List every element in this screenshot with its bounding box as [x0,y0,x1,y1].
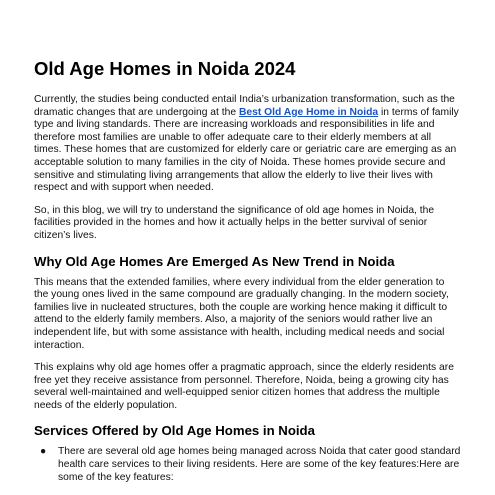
trend-paragraph-1: This means that the extended families, where every individual from the elder generation to the young ones lived in the same compound are gradually changing. In the modern society, families live in nucleated structures, both the couple are working hence making it difficult to attend to the elderly family members. Also, a majority of the seniors would rather live an independent life, but with some assistance with health, including medical needs and social interaction. [34,276,449,351]
page-title: Old Age Homes in Noida 2024 [34,58,296,79]
list-item-text: There are several old age homes being managed across Noida that cater good standard health care services to their living residents. Here are some of the key features:Here are some of the key features: [58,446,461,483]
intro-paragraph [34,94,461,195]
section-heading-trend: Why Old Age Homes Are Emerged As New Trend in Noida [34,253,395,269]
list-item [34,446,461,484]
best-old-age-home-link[interactable]: Best Old Age Home in Noida [238,106,379,118]
intro-text-start: Currently, the studies being conducted entail India’s urbanization transformation, such as the dramatic changes that are undergoing at the [34,94,455,118]
section-heading-services: Services Offered by Old Age Homes in Noida [34,423,315,439]
blog-purpose-paragraph: So, in this blog, we will try to understand the significance of old age homes in Noida, the facilities provided in the homes and how it actually helps in the better survival of senior citizen’s lives. [34,204,435,241]
intro-text-end: in terms of family type and living standards. There are increasing workloads and responsibilities in life and therefore most families are unable to offer adequate care to their elderly members at all times. These homes that are customized for elderly care or geriatric care are emerging as an acceptable solution to many families in the city of Noida. These homes provide secure and sensitive and stimulating living arrangements that allow the elderly to live their lives with respect and with support when needed. [34,106,459,194]
bullet-icon: ● [40,446,47,458]
trend-paragraph-2: This explains why old age homes offer a pragmatic approach, since the elderly residents are free yet they receive assistance from personnel. Therefore, Noida, being a growing city has several well-maintained and well-equipped senior citizen homes that address the multiple needs of the elderly population. [34,362,454,411]
services-list [34,446,461,484]
